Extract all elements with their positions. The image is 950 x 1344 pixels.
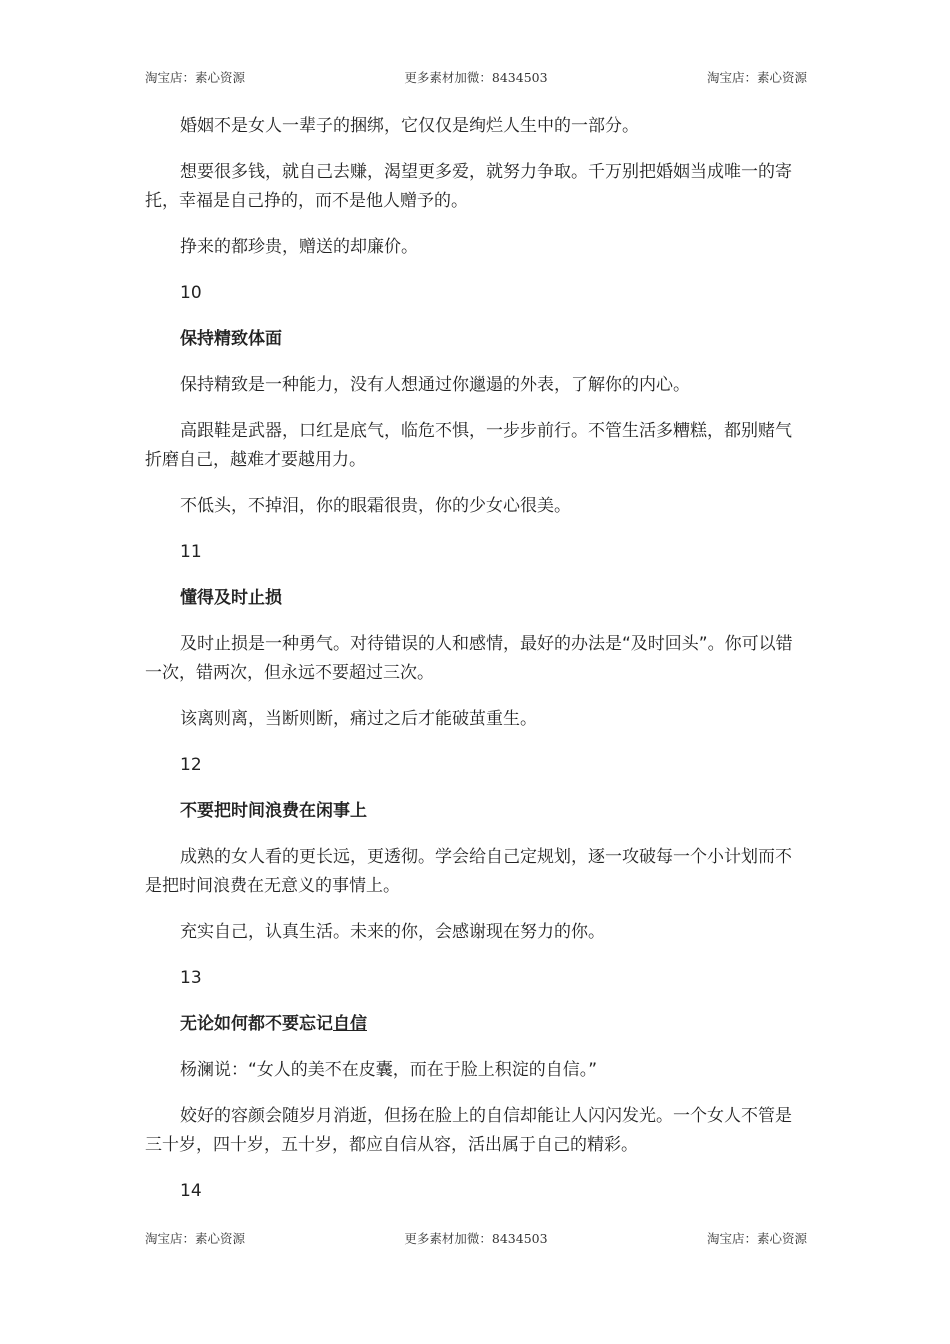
section-heading-text: 无论如何都不要忘记 (180, 1014, 333, 1034)
article-body (145, 112, 807, 1223)
paragraph: 及时止损是一种勇气。对待错误的人和感情，最好的办法是“及时回头”。你可以错一次，错两次，但永远不要超过三次。 (145, 634, 793, 683)
paragraph: 保持精致是一种能力，没有人想通过你邋遢的外表，了解你的内心。 (180, 375, 690, 395)
section-heading (180, 1010, 807, 1039)
section-heading: 懂得及时止损 (180, 588, 282, 608)
paragraph: 姣好的容颜会随岁月消逝，但扬在脸上的自信却能让人闪闪发光。一个女人不管是三十岁，四十岁，五十岁，都应自信从容，活出属于自己的精彩。 (145, 1106, 792, 1155)
header-left-text: 淘宝店：素心资源 (145, 70, 246, 85)
header-center-text: 更多素材加微：8434503 (404, 70, 548, 85)
paragraph: 杨澜说：“女人的美不在皮囊，而在于脸上积淀的自信。” (180, 1060, 598, 1080)
paragraph: 不低头，不掉泪，你的眼霜很贵，你的少女心很美。 (180, 496, 571, 516)
section-number: 14 (180, 1181, 202, 1201)
section-heading: 不要把时间浪费在闲事上 (180, 801, 367, 821)
header-right-text: 淘宝店：素心资源 (706, 70, 807, 85)
paragraph: 成熟的女人看的更长远，更透彻。学会给自己定规划，逐一攻破每一个小计划而不是把时间浪费在无意义的事情上。 (145, 847, 792, 896)
section-number: 13 (180, 968, 202, 988)
paragraph: 充实自己，认真生活。未来的你，会感谢现在努力的你。 (180, 922, 605, 942)
section-heading: 保持精致体面 (180, 329, 282, 349)
footer-left-text: 淘宝店：素心资源 (145, 1231, 246, 1246)
footer-right-text: 淘宝店：素心资源 (706, 1231, 807, 1246)
paragraph: 挣来的都珍贵，赠送的却廉价。 (180, 237, 418, 257)
paragraph: 该离则离，当断则断，痛过之后才能破茧重生。 (180, 709, 537, 729)
page-footer (145, 1228, 807, 1248)
section-number: 12 (180, 755, 202, 775)
section-number: 10 (180, 283, 202, 303)
footer-center-text: 更多素材加微：8434503 (404, 1231, 548, 1246)
section-number: 11 (180, 542, 202, 562)
paragraph: 高跟鞋是武器，口红是底气，临危不惧，一步步前行。不管生活多糟糕，都别赌气折磨自己，越难才要越用力。 (145, 421, 792, 470)
paragraph: 想要很多钱，就自己去赚，渴望更多爱，就努力争取。千万别把婚姻当成唯一的寄托，幸福是自己挣的，而不是他人赠予的。 (145, 162, 792, 211)
paragraph: 婚姻不是女人一辈子的捆绑，它仅仅是绚烂人生中的一部分。 (180, 116, 639, 136)
page-header (145, 67, 807, 87)
confidence-link[interactable]: 自信 (333, 1014, 367, 1034)
